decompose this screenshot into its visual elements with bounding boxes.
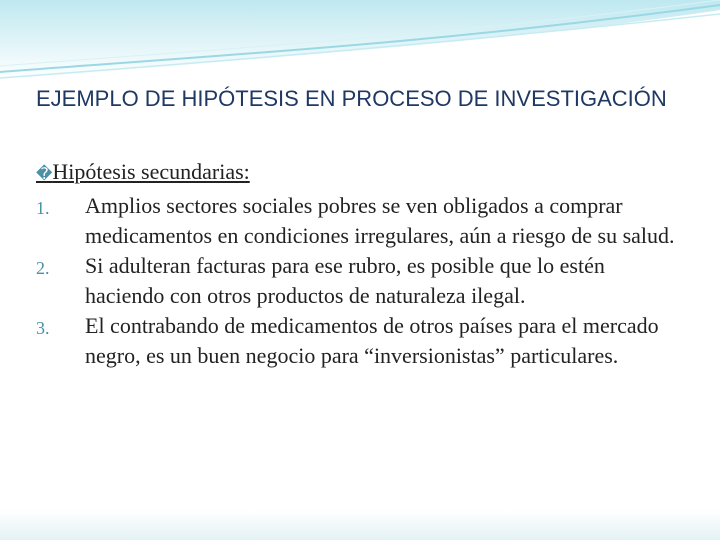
list-item-text: Si adulteran facturas para ese rubro, es posible que lo estén haciendo con otros productos de naturaleza ilegal.	[85, 253, 605, 308]
list-item	[36, 251, 686, 311]
list-number: 2.	[36, 258, 50, 278]
list-number: 3.	[36, 318, 50, 338]
hypothesis-list	[36, 191, 686, 371]
subheading	[36, 157, 686, 189]
list-item-text: Amplios sectores sociales pobres se ven obligados a comprar medicamentos en condiciones irregulares, aún a riesgo de su salud.	[85, 193, 675, 248]
list-item	[36, 311, 686, 371]
slide-title: EJEMPLO DE HIPÓTESIS EN PROCESO DE INVESTIGACIÓN	[36, 86, 667, 111]
subheading-text: Hipótesis secundarias:	[52, 159, 250, 184]
decorative-wave-header	[0, 0, 720, 90]
bullet-icon: �	[36, 164, 53, 183]
slide-body	[36, 157, 686, 371]
list-item-text: El contrabando de medicamentos de otros países para el mercado negro, es un buen negocio para “inversionistas” particulares.	[85, 313, 659, 368]
list-number: 1.	[36, 198, 50, 218]
decorative-footer-fade	[0, 510, 720, 540]
list-item	[36, 191, 686, 251]
